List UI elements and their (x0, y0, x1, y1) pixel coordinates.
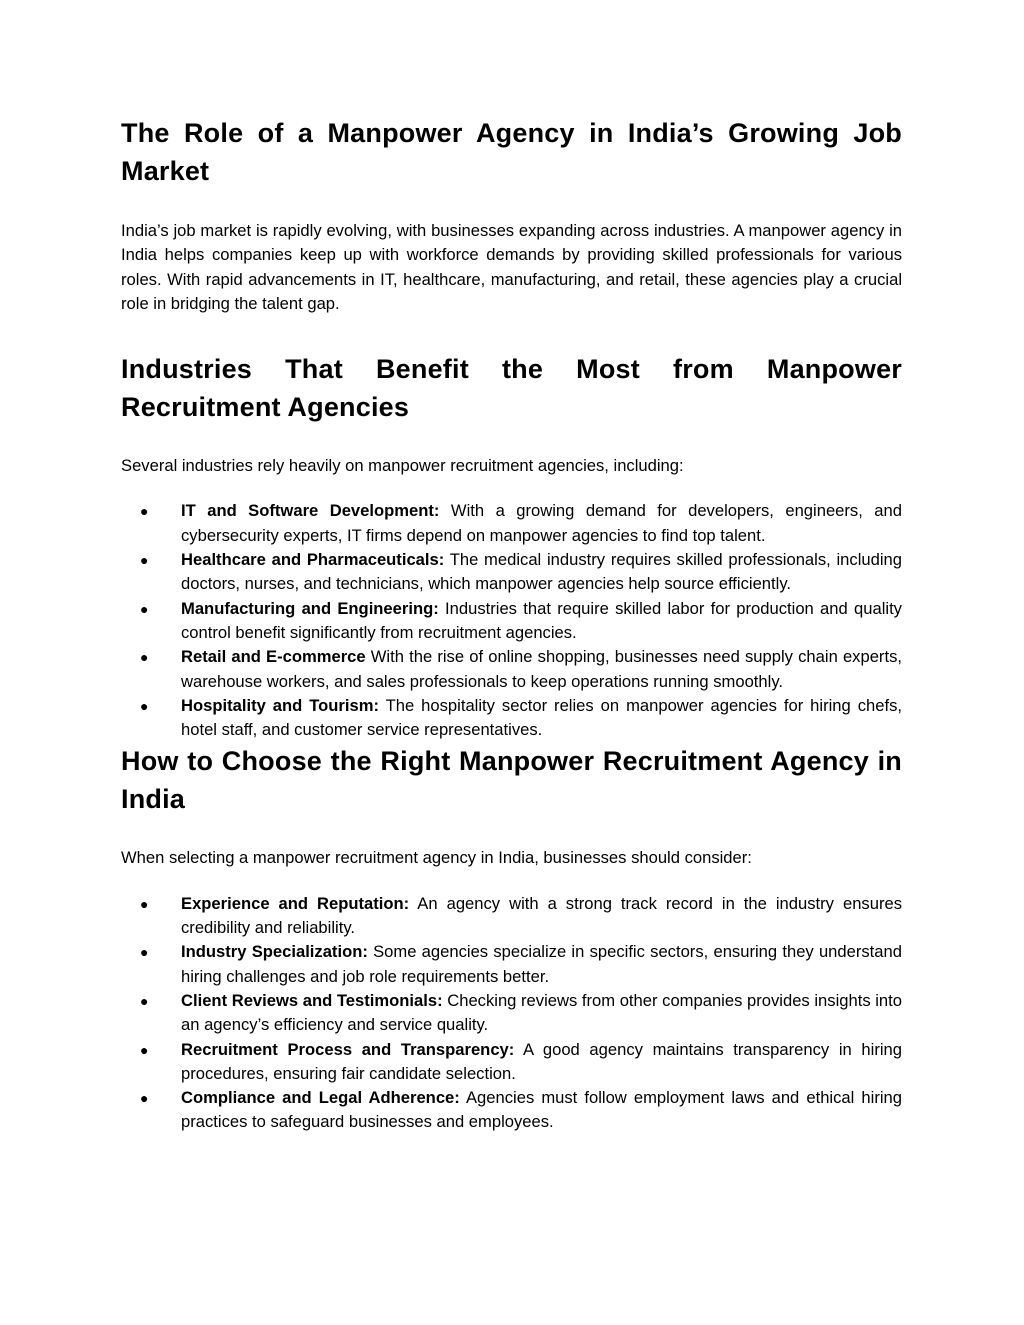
item-text: With a growing demand for developers, engineers, and cybersecurity experts, IT firms depend on manpower agencies to find top talent. (181, 501, 902, 545)
section-3-title: How to Choose the Right Manpower Recruitment Agency in India (121, 746, 902, 815)
section-2-title: Industries That Benefit the Most from Manpower Recruitment Agencies (121, 354, 902, 423)
list-item (121, 1086, 902, 1135)
bullet-icon: ● (140, 600, 149, 617)
bullet-icon: ● (140, 503, 149, 520)
section-2-intro: Several industries rely heavily on manpower recruitment agencies, including: (121, 456, 684, 476)
bullet-icon: ● (140, 697, 149, 714)
list-item (121, 694, 902, 743)
bullet-icon: ● (140, 1090, 149, 1107)
item-text: The medical industry requires skilled professionals, including doctors, nurses, and technicians, which manpower agencies help source efficiently. (181, 550, 902, 594)
list-item (121, 499, 902, 548)
bullet-icon: ● (140, 1041, 149, 1058)
item-label: IT and Software Development: (181, 501, 440, 521)
item-label: Experience and Reputation: (181, 893, 410, 913)
bullet-icon: ● (140, 649, 149, 666)
list-item (121, 597, 902, 646)
list-item (121, 892, 902, 941)
item-label: Client Reviews and Testimonials: (181, 990, 443, 1010)
list-item (121, 989, 902, 1038)
item-text: Some agencies specialize in specific sectors, ensuring they understand hiring challenges and job role requirements better. (181, 942, 902, 986)
item-label: Compliance and Legal Adherence: (181, 1088, 460, 1108)
item-text: The hospitality sector relies on manpower agencies for hiring chefs, hotel staff, and customer service representatives. (181, 695, 902, 740)
item-text: Industries that require skilled labor for production and quality control benefit significantly from recruitment agencies. (181, 598, 902, 642)
list-item (121, 645, 902, 694)
bullet-icon: ● (140, 944, 149, 961)
item-label: Industry Specialization: (181, 942, 368, 962)
item-label: Recruitment Process and Transparency: (181, 1039, 515, 1059)
item-text: With the rise of online shopping, businesses need supply chain experts, warehouse workers, and sales professionals to keep operations running smoothly. (181, 647, 902, 691)
item-text: A good agency maintains transparency in hiring procedures, ensuring fair candidate selection. (181, 1039, 903, 1083)
section-3-intro: When selecting a manpower recruitment agency in India, businesses should consider: (121, 848, 752, 868)
list-item (121, 940, 902, 989)
bullet-icon: ● (140, 552, 149, 569)
item-label: Hospitality and Tourism: (181, 695, 379, 715)
item-text: An agency with a strong track record in the industry ensures credibility and reliability. (181, 893, 902, 938)
list-item (121, 1038, 902, 1087)
item-label: Retail and E-commerce (181, 647, 366, 667)
bullet-icon: ● (140, 895, 149, 912)
bullet-icon: ● (140, 992, 149, 1009)
item-text: Agencies must follow employment laws and ethical hiring practices to safeguard businesses and employees. (181, 1088, 902, 1132)
criteria-list (121, 892, 902, 1135)
list-item (121, 548, 902, 597)
document-page (121, 114, 902, 1135)
section-1-title: The Role of a Manpower Agency in India’s Growing Job Market (121, 118, 902, 186)
item-label: Healthcare and Pharmaceuticals: (181, 550, 445, 570)
industries-list (121, 499, 902, 742)
item-label: Manufacturing and Engineering: (181, 598, 439, 618)
section-1-paragraph: India’s job market is rapidly evolving, with businesses expanding across industries. A manpower agency in India helps companies keep up with workforce demands by providing skilled professionals for various roles. With rapid advancements in IT, healthcare, manufacturing, and retail, these agencies play a crucial role in bridging the talent gap. (121, 221, 902, 313)
item-text: Checking reviews from other companies provides insights into an agency’s efficiency and service quality. (181, 990, 902, 1035)
